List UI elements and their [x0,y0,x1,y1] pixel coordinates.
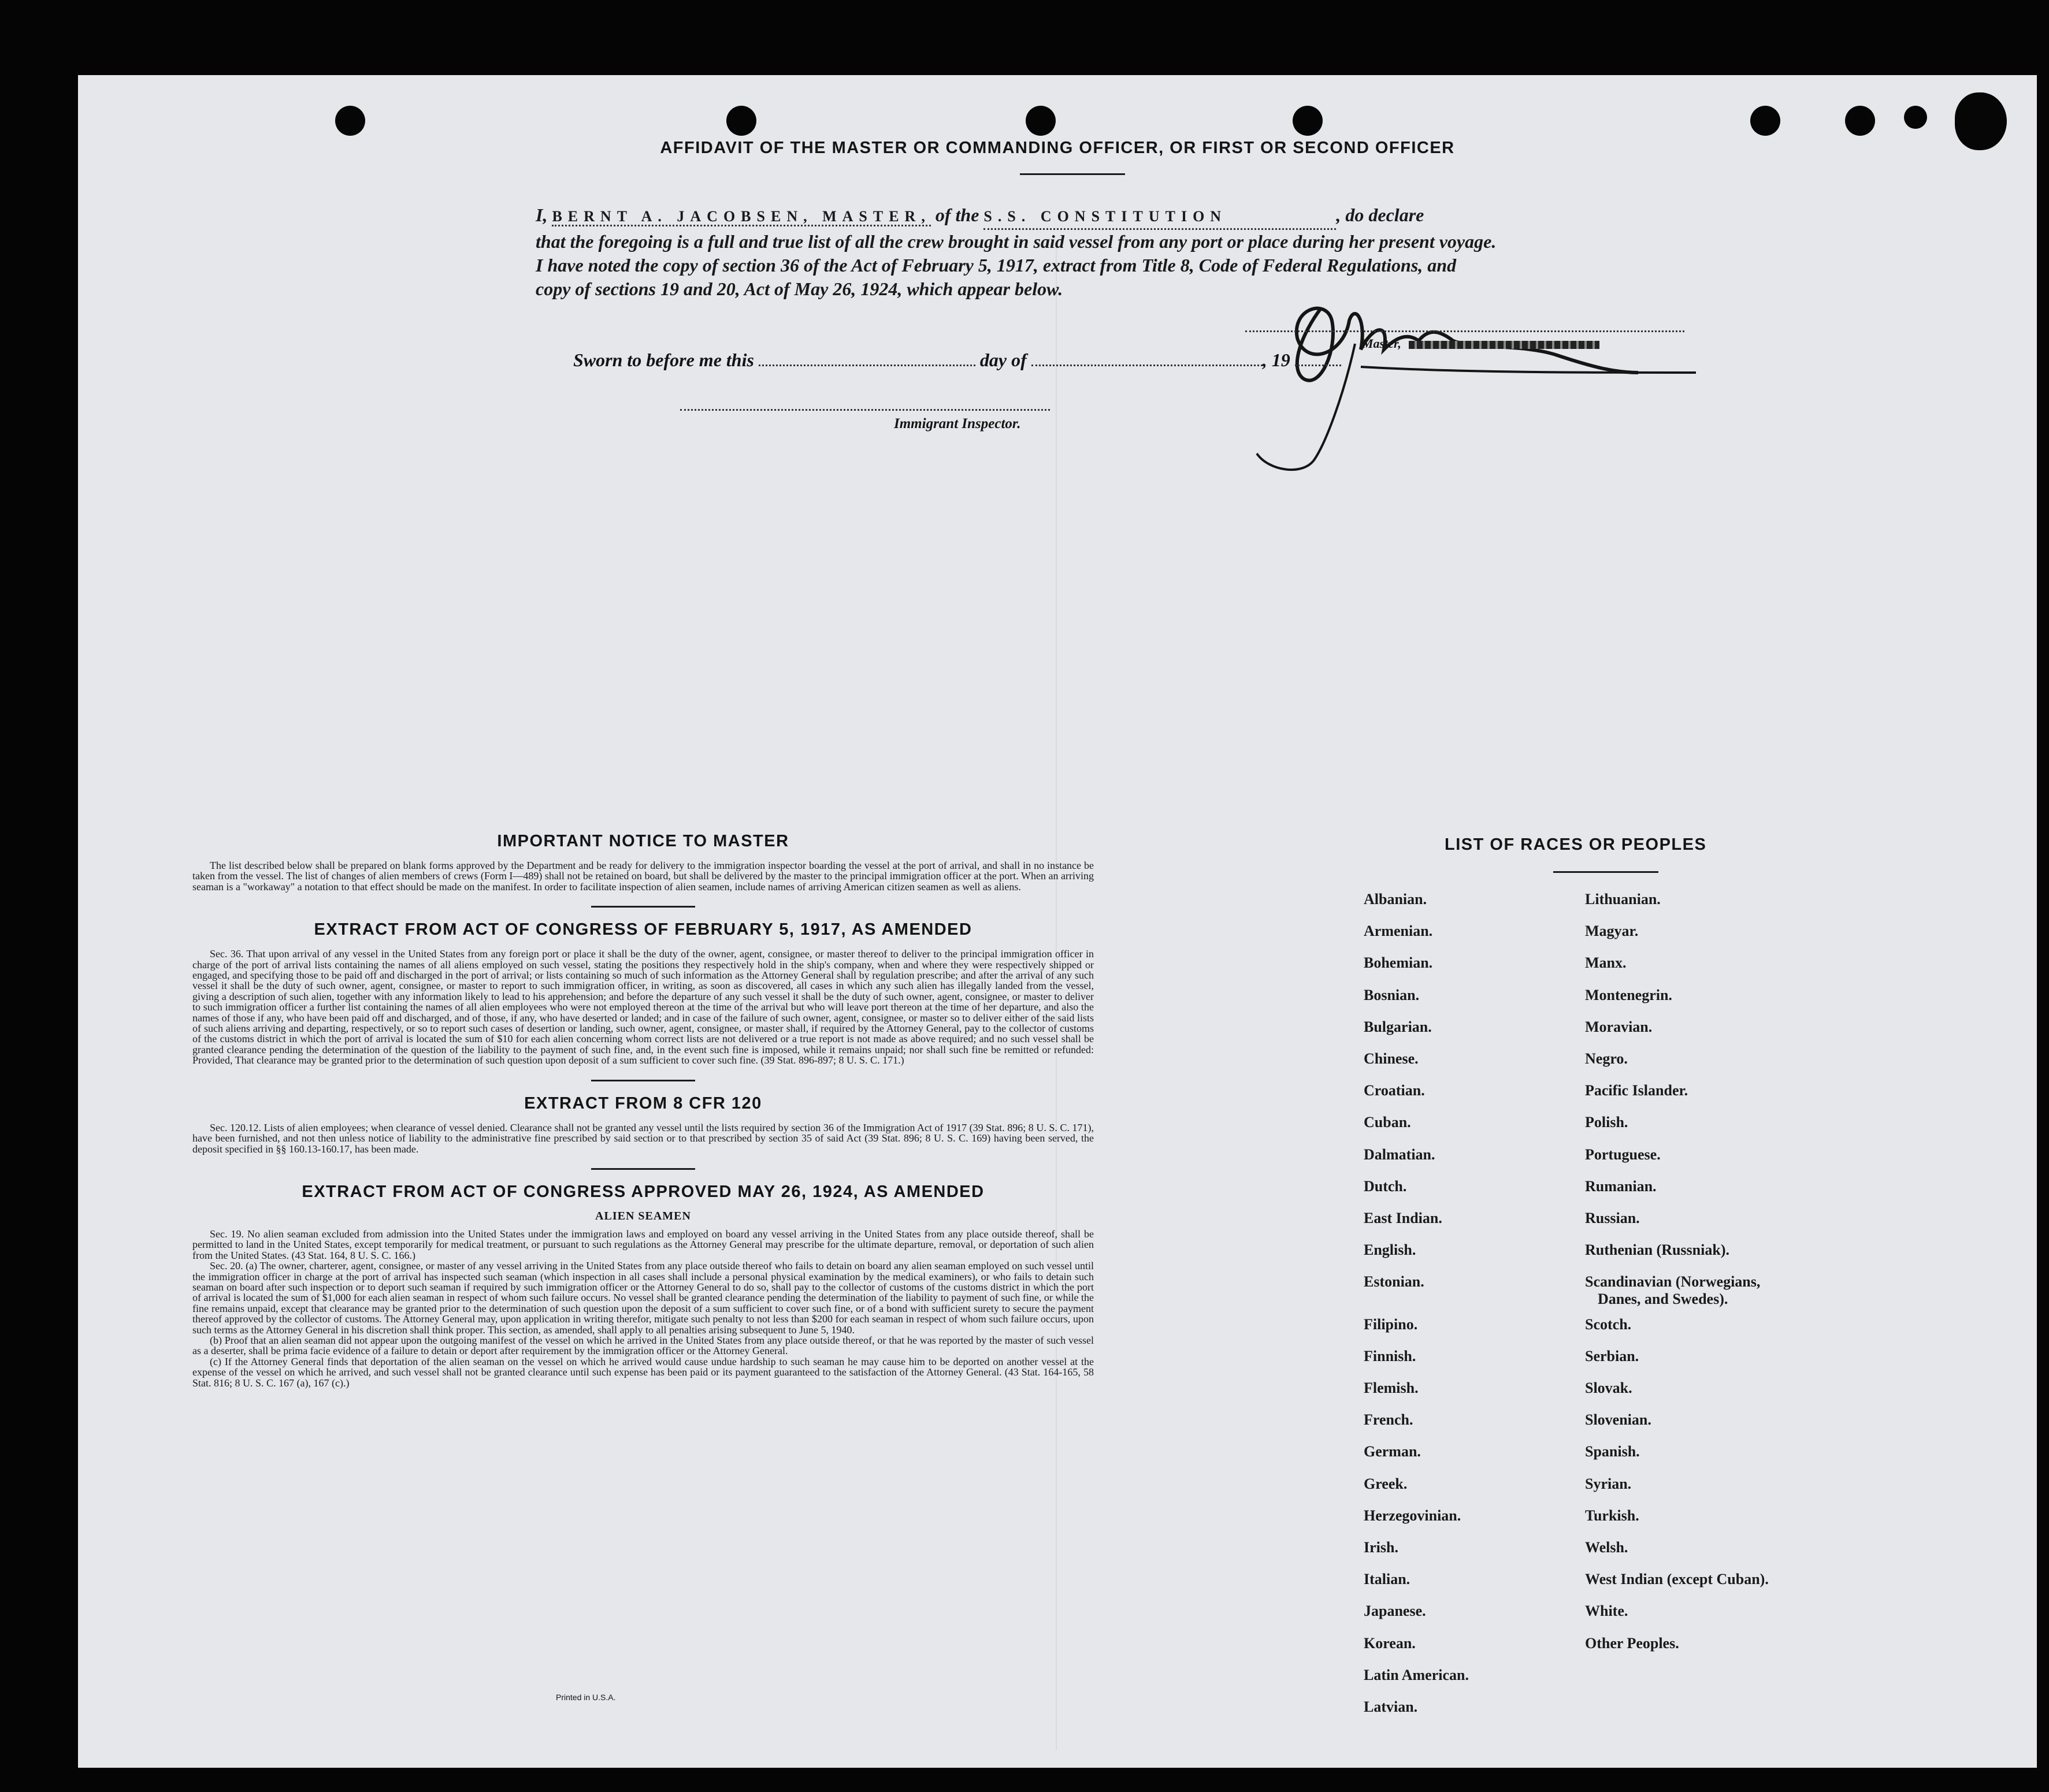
extract-1924-body [192,1229,1094,1388]
race-item: Bohemian. [1364,954,1433,972]
race-item: Turkish. [1585,1507,1639,1524]
text-of-the: of the [935,205,979,225]
race-item: Herzegovinian. [1364,1507,1461,1524]
race-item: Irish. [1364,1539,1398,1556]
sworn-day-field [759,365,975,366]
race-item: Rumanian. [1585,1177,1657,1195]
race-item: Spanish. [1585,1443,1640,1460]
divider [1553,871,1658,873]
sec-36-paragraph: Sec. 36. That upon arrival of any vessel in the United States from any foreign port or place it shall be the duty of the owner, agent, consignee, or master thereof to deliver to the principal immigration officer in charge of the port of arrival lists containing the names of all aliens employed on such vessel, stating the positions they respectively hold in the ship's company, when and where they were respectively shipped or engaged, and specifying those to be paid off and discharged in the port of arrival; or lists containing so much of such information as the Attorney General shall by regulation prescribe; and after the arrival of any such vessel it shall be the duty of such owner, agent, consignee, or master to report to such immigration officer, in writing, as soon as discovered, all cases in which any such alien has illegally landed from the vessel, giving a description of such alien, together with any information likely to lead to his apprehension; and before the departure of any such vessel it shall be the duty of such owner, agent, consignee, or master to deliver to such immigration officer a further list containing the names of all alien employees who were not employed thereon at the time of the arrival but who will leave port thereon at the time of her departure, and also the names of those if any, who have been paid off and discharged, and of those, if any, who have deserted or landed; and in case of the failure of such owner, agent, consignee, or master so to deliver either of the said lists of such aliens arriving and departing, respectively, or so to report such cases of desertion or landing, such owner, agent, consignee, or master shall, if required by the Attorney General, pay to the collector of customs of the customs district in which the port of arrival is located the sum of $10 for each alien concerning whom correct lists are not delivered or a true report is not made as above required; and no such vessel shall be granted clearance pending the determination of the question of the liability to the payment of such fine, and, in the event such fine is imposed, while it remains unpaid; nor shall such fine be remitted or refunded: Provided, That clearance may be granted prior to the determination of such question upon deposit of a sum sufficient to cover such fine. (39 Stat. 896-897; 8 U. S. C. 171.) [192,948,1094,1066]
race-item: Scandinavian (Norwegians, [1585,1273,1761,1291]
race-item: Albanian. [1364,891,1427,908]
notice-body [192,860,1094,892]
alien-seamen-subtitle: ALIEN SEAMEN [595,1209,691,1222]
race-item: Moravian. [1585,1018,1653,1035]
race-item: Serbian. [1585,1347,1639,1365]
race-item: Danes, and Swedes). [1598,1291,1728,1308]
sec-120-12-paragraph: Sec. 120.12. Lists of alien employees; when clearance of vessel denied. Clearance shall not be granted any vessel until the lists required by section 36 of the Immigration Act of 1917 (39 Stat. 896; 8 U. S. C. 171), have been furnished, and not then unless notice of liability to the administrative fine prescribed by said section or to that prescribed by section 35 of said Act (39 Stat. 896; 8 U. S. C. 169) having been served, the deposit specified in §§ 160.13-160.17, has been made. [192,1121,1094,1155]
race-item: Armenian. [1364,923,1433,940]
master-label-text: Master, [1362,336,1401,351]
race-item: Filipino. [1364,1315,1418,1333]
text-i: I, [536,205,548,225]
race-item: Syrian. [1585,1475,1632,1492]
day-of-text: day of [979,350,1027,370]
race-item: Latvian. [1364,1698,1418,1715]
inspector-signature-line [680,409,1050,411]
race-item: Ruthenian (Russniak). [1585,1241,1729,1259]
extract-1924-title: EXTRACT FROM ACT OF CONGRESS APPROVED MAY 26, 1924, AS AMENDED [302,1182,985,1201]
race-item: Dutch. [1364,1177,1407,1195]
form-page [78,75,2037,1768]
divider [591,1168,695,1170]
race-item: Slovenian. [1585,1411,1651,1429]
race-item: Magyar. [1585,923,1639,940]
race-item: Other Peoples. [1585,1634,1679,1652]
sworn-month-field [1031,365,1263,366]
notices-column [192,832,1094,1388]
race-item: Polish. [1585,1114,1628,1131]
divider [591,906,695,908]
sworn-line [573,350,1440,371]
race-item: Chinese. [1364,1050,1419,1067]
punch-hole [1904,106,1927,129]
race-item: West Indian (except Cuban). [1585,1571,1769,1588]
race-item: Montenegrin. [1585,986,1672,1003]
punch-hole [1293,106,1323,136]
text-do-declare: , do declare [1336,205,1424,225]
sworn-prefix: Sworn to before me this [573,350,754,370]
vessel-name-field: S.S. CONSTITUTION [983,205,1336,230]
sec-20b-paragraph: (b) Proof that an alien seaman did not appear upon the outgoing manifest of the vessel on which he arrived in the United States from any place outside thereof, or that he was reported by the master of such vessel as a deserter, shall be prima facie evidence of a failure to detain or deport after requirement by the immigration officer or the Attorney General. [192,1334,1094,1357]
race-item: Portuguese. [1585,1146,1661,1163]
race-item: Welsh. [1585,1539,1628,1556]
race-item: Estonian. [1364,1273,1424,1291]
punch-hole [335,106,365,136]
affidavit-title: AFFIDAVIT OF THE MASTER OR COMMANDING OFFICER, OR FIRST OR SECOND OFFICER [660,139,1455,157]
race-item: Russian. [1585,1210,1640,1226]
affidavit-line-4: copy of sections 19 and 20, Act of May 26, 1924, which appear below. [536,278,1063,299]
race-item: White. [1585,1603,1628,1620]
race-item: German. [1364,1443,1421,1460]
race-item: Scotch. [1585,1315,1632,1333]
master-signature [1234,286,1719,482]
affidavit-line-1 [536,203,1690,230]
race-item: Italian. [1364,1571,1410,1588]
divider [591,1080,695,1081]
race-item: Bulgarian. [1364,1018,1432,1035]
race-item: English. [1364,1241,1416,1259]
inspector-label: Immigrant Inspector. [894,416,1021,432]
affidavit-line-3: I have noted the copy of section 36 of the Act of February 5, 1917, extract from Title 8, Code of Federal Regulations, and [536,255,1457,276]
race-item: Croatian. [1364,1082,1425,1099]
race-item: Pacific Islander. [1585,1082,1688,1099]
punch-hole [1845,106,1875,136]
extract-cfr-body [192,1122,1094,1154]
master-name-field: BERNT A. JACOBSEN, MASTER, [552,208,930,226]
race-item: Flemish. [1364,1380,1419,1396]
sec-20c-paragraph: (c) If the Attorney General finds that deportation of the alien seaman on the vessel on which he arrived would cause undue hardship to such seaman he may cause him to be deported on another vessel at the expense of the vessel on which he arrived, and such vessel shall not be granted clearance until such expense has been paid or its payment guaranteed to the satisfaction of the Attorney General. (43 Stat. 164-165, 58 Stat. 816; 8 U. S. C. 167 (a), 167 (c).) [192,1355,1094,1389]
punch-hole [1750,106,1780,136]
sworn-year-field [1295,365,1341,366]
signature-line [1245,330,1684,332]
race-item: Korean. [1364,1634,1416,1652]
divider [1020,173,1125,175]
sec-20a-paragraph: Sec. 20. (a) The owner, charterer, agent, consignee, or master of any vessel arriving in the United States from any place outside thereof who fails to detain on board any alien seaman employed on such vessel until the immigration officer in charge at the port of arrival has inspected such seaman (which inspection in all cases shall include a personal physical examination by the medical examiners), or who fails to detain such seaman on board after such inspection or to deport such seaman if required by such immigration officer or the Attorney General to do so, shall pay to the collector of customs of the customs district in which the port of arrival is located the sum of $1,000 for each alien seaman in respect of whom such failure occurs. No vessel shall be granted clearance pending the determination of the liability to payment of such fine, or while the fine remains unpaid, except that clearance may be granted prior to the determination of such question upon the deposit of a sum sufficient to cover such fine, or of a bond with sufficient surety to secure the payment thereof approved by the collector of customs. The Attorney General may, upon application in writing therefor, mitigate such penalty to not less than $200 for each seaman in respect of whom such failure occurs, upon such terms as the Attorney General in his discretion shall think proper. This section, as amended, shall apply to all penalties arising subsequent to June 5, 1940. [192,1260,1094,1336]
sec-19-paragraph: Sec. 19. No alien seaman excluded from admission into the United States under the immigration laws and employed on board any vessel arriving in the United States from any place outside thereof, shall be permitted to land in the United States, except temporarily for medical treatment, or pursuant to such regulations as the Attorney General may prescribe for the ultimate departure, removal, or deportation of such alien from the United States. (43 Stat. 164, 8 U. S. C. 166.) [192,1228,1094,1261]
race-item: French. [1364,1411,1413,1429]
printed-in-usa: Printed in U.S.A. [556,1693,616,1702]
race-item: Slovak. [1585,1380,1632,1396]
race-item: Finnish. [1364,1347,1416,1365]
extract-1917-title: EXTRACT FROM ACT OF CONGRESS OF FEBRUARY 5, 1917, AS AMENDED [314,920,972,939]
extract-cfr-title: EXTRACT FROM 8 CFR 120 [524,1094,762,1113]
race-item: Japanese. [1364,1603,1426,1620]
race-item: Greek. [1364,1475,1408,1492]
races-title: LIST OF RACES OR PEOPLES [1445,835,1707,854]
race-item: Negro. [1585,1050,1628,1067]
race-item: Manx. [1585,954,1627,972]
race-item: Cuban. [1364,1114,1411,1131]
punch-hole [726,106,756,136]
struck-out-title [1409,341,1599,349]
race-item: Dalmatian. [1364,1146,1435,1163]
punch-hole [1026,106,1056,136]
race-item: Latin American. [1364,1666,1469,1683]
race-item: East Indian. [1364,1210,1442,1226]
notice-paragraph: The list described below shall be prepared on blank forms approved by the Department and be ready for delivery to the immigration inspector boarding the vessel at the port of arrival, and shall in no instance be taken from the vessel. The list of changes of alien members of crews (Form I—489) shall not be retained on board, but shall be delivered by the master to the principal immigration officer at the port. When an arriving seaman is a "workaway" a notation to that effect should be made on the manifest. In order to facilitate inspection of alien seamen, include names of arriving American citizen seamen as well as aliens. [192,860,1094,893]
affidavit-line-2: that the foregoing is a full and true list of all the crew brought in said vessel from any port or place during her present voyage. [536,231,1497,252]
race-item: Lithuanian. [1585,891,1661,908]
year-prefix: , 19 [1262,350,1290,370]
notice-title: IMPORTANT NOTICE TO MASTER [497,832,789,850]
extract-1917-body [192,949,1094,1065]
race-item: Bosnian. [1364,986,1420,1003]
